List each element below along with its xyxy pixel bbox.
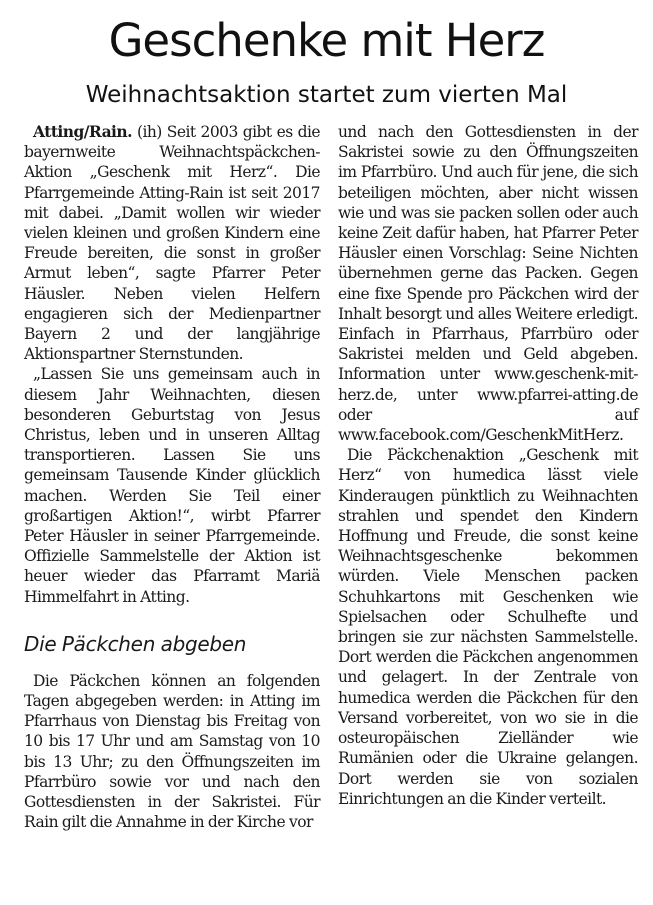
right-column — [338, 122, 638, 809]
subheadline: Weihnachtsaktion startet zum vierten Mal — [85, 82, 568, 108]
paragraph-drop-off: Die Päckchen können an folgenden Tagen abgegeben werden: in Atting im Pfarrhaus von Dienstag bis Freitag von 10 bis 17 Uhr und am Samstag von 10 bis 13 Uhr; zu den Öffnungszeiten im Pfarrbüro sowie vor und nach den Gottesdiensten in der Sakristei. Für Rain gilt die Annahme in der Kirche vor — [24, 671, 320, 832]
dateline: Atting/Rain. — [33, 122, 132, 141]
paragraph-intro-text: (ih) Seit 2003 gibt es die bayernweite Weihnachtspäckchen-Aktion „Geschenk mit Herz“. Die Pfarrgemeinde Atting-Rain ist seit 2017 mit dabei. „Damit wollen wir wieder vielen kleinen und großen Kindern eine Freude bereiten, die sonst in großer Armut leben“, sagte Pfarrer Peter Häusler. Neben vielen Helfern engagieren sich der Medienpartner Bayern 2 und der langjährige Aktionspartner Sternstunden. — [24, 123, 320, 364]
paragraph-quote: „Lassen Sie uns gemeinsam auch in diesem Jahr Weihnachten, diesen besonderen Geburtstag von Jesus Christus, leben und in unseren Alltag transportieren. Lassen Sie uns gemeinsam Tausende Kinder glücklich machen. Werden Sie Teil einer großartigen Aktion!“, wirbt Pfarrer Peter Häusler in seiner Pfarrgemeinde. Offizielle Sammelstelle der Aktion ist heuer wieder das Pfarramt Mariä Himmelfahrt in Atting. — [24, 365, 320, 606]
headline: Geschenke mit Herz — [108, 14, 545, 67]
paragraph-about-campaign: Die Päckchenaktion „Geschenk mit Herz“ von humedica lässt viele Kinderaugen pünktlich zu Weihnachten strahlen und spendet den Kindern Hoffnung und Freude, die sonst keine Weihnachtsgeschenke bekommen würden. Viele Menschen packen Schuhkartons mit Geschenken wie Spielsachen oder Schulhefte und bringen sie zur nächsten Sammelstelle. Dort werden die Päckchen angenommen und gelagert. In der Zentrale von humedica werden die Päckchen für den Versand vorbereitet, von wo sie in die osteuropäischen Zielländer wie Rumänien oder die Ukraine gelangen. Dort werden sie von sozialen Einrichtungen an die Kinder verteilt. — [338, 446, 638, 808]
section-subhead: Die Päckchen abgeben — [24, 631, 247, 656]
paragraph-intro — [24, 122, 320, 364]
left-column — [24, 122, 320, 833]
paragraph-continuation: und nach den Gottesdiensten in der Sakristei sowie zu den Öffnungszeiten im Pfarrbüro. Und auch für jene, die sich beteiligen möchten, aber nicht wissen wie und was sie packen sollen oder auch keine Zeit dafür haben, hat Pfarrer Peter Häusler einen Vorschlag: Seine Nichten übernehmen gerne das Packen. Gegen eine fixe Spende pro Päckchen wird der Inhalt besorgt und alles Weitere erledigt. Einfach in Pfarrhaus, Pfarrbüro oder Sakristei melden und Geld abgeben. Information unter www.geschenk-mit-herz.de, unter www.pfarrei-atting.de oder auf www.facebook.com/GeschenkMitHerz. — [338, 123, 638, 445]
